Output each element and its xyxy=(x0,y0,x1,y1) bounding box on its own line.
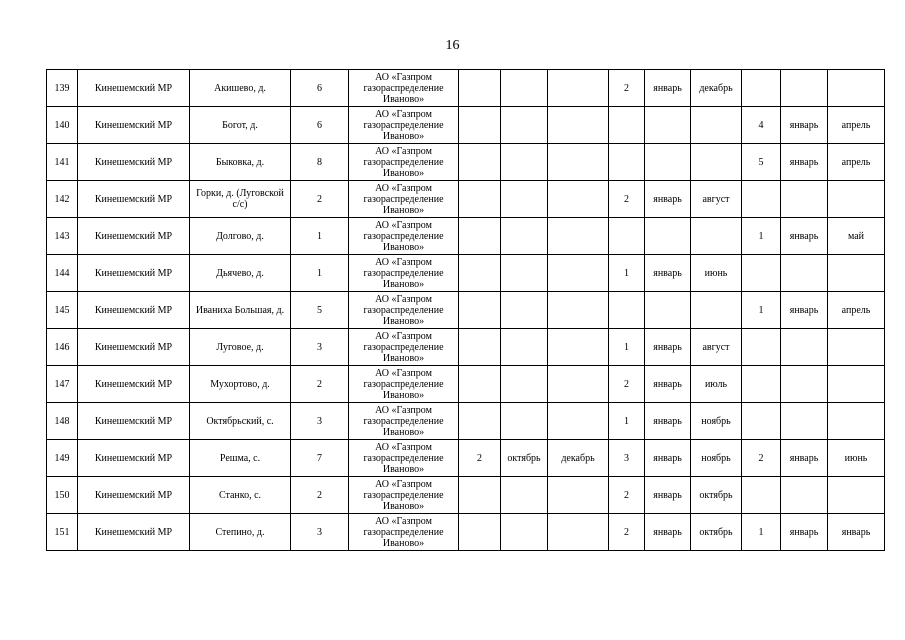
count-cell: 8 xyxy=(291,144,349,181)
settlement-cell: Богот, д. xyxy=(190,107,291,144)
period1-end-cell xyxy=(548,403,609,440)
period2-end-cell: декабрь xyxy=(691,70,742,107)
period3-end-cell xyxy=(828,70,885,107)
period3-end-cell: апрель xyxy=(828,144,885,181)
count-cell: 5 xyxy=(291,292,349,329)
period2-start-cell xyxy=(645,144,691,181)
period1-count-cell xyxy=(459,514,501,551)
row-number-cell: 140 xyxy=(47,107,78,144)
row-number-cell: 148 xyxy=(47,403,78,440)
organization-cell: АО «Газпром газораспределение Иваново» xyxy=(349,292,459,329)
period3-end-cell xyxy=(828,329,885,366)
period2-end-cell: ноябрь xyxy=(691,403,742,440)
period3-end-cell xyxy=(828,403,885,440)
period3-count-cell: 2 xyxy=(742,440,781,477)
period1-count-cell xyxy=(459,366,501,403)
period2-end-cell: ноябрь xyxy=(691,440,742,477)
period3-start-cell: январь xyxy=(781,292,828,329)
period1-end-cell xyxy=(548,181,609,218)
period1-end-cell: декабрь xyxy=(548,440,609,477)
count-cell: 2 xyxy=(291,366,349,403)
table-row xyxy=(47,329,885,366)
organization-cell: АО «Газпром газораспределение Иваново» xyxy=(349,366,459,403)
period3-end-cell: апрель xyxy=(828,107,885,144)
organization-cell: АО «Газпром газораспределение Иваново» xyxy=(349,329,459,366)
period3-start-cell xyxy=(781,181,828,218)
period3-end-cell: май xyxy=(828,218,885,255)
period3-count-cell: 5 xyxy=(742,144,781,181)
period1-start-cell xyxy=(501,366,548,403)
period1-count-cell xyxy=(459,218,501,255)
count-cell: 2 xyxy=(291,477,349,514)
period2-start-cell xyxy=(645,292,691,329)
row-number-cell: 145 xyxy=(47,292,78,329)
period2-count-cell: 1 xyxy=(609,255,645,292)
period3-end-cell xyxy=(828,255,885,292)
row-number-cell: 142 xyxy=(47,181,78,218)
district-cell: Кинешемский МР xyxy=(78,70,190,107)
settlement-cell: Иваниха Большая, д. xyxy=(190,292,291,329)
period2-count-cell xyxy=(609,107,645,144)
table-row xyxy=(47,440,885,477)
settlement-cell: Акишево, д. xyxy=(190,70,291,107)
row-number-cell: 139 xyxy=(47,70,78,107)
table-row xyxy=(47,255,885,292)
period1-start-cell xyxy=(501,218,548,255)
period3-count-cell: 1 xyxy=(742,292,781,329)
gasification-schedule-table xyxy=(46,69,885,551)
settlement-cell: Долгово, д. xyxy=(190,218,291,255)
period1-count-cell xyxy=(459,107,501,144)
period3-end-cell xyxy=(828,366,885,403)
count-cell: 2 xyxy=(291,181,349,218)
count-cell: 3 xyxy=(291,514,349,551)
period2-end-cell: октябрь xyxy=(691,514,742,551)
period3-start-cell xyxy=(781,329,828,366)
count-cell: 6 xyxy=(291,70,349,107)
period3-count-cell: 1 xyxy=(742,218,781,255)
organization-cell: АО «Газпром газораспределение Иваново» xyxy=(349,144,459,181)
count-cell: 3 xyxy=(291,329,349,366)
period3-start-cell xyxy=(781,403,828,440)
period2-count-cell: 2 xyxy=(609,477,645,514)
period2-count-cell: 1 xyxy=(609,403,645,440)
period3-start-cell: январь xyxy=(781,440,828,477)
row-number-cell: 146 xyxy=(47,329,78,366)
settlement-cell: Горки, д. (Луговской с/с) xyxy=(190,181,291,218)
period2-start-cell: январь xyxy=(645,70,691,107)
district-cell: Кинешемский МР xyxy=(78,329,190,366)
period1-start-cell xyxy=(501,329,548,366)
period3-end-cell: январь xyxy=(828,514,885,551)
period3-count-cell xyxy=(742,181,781,218)
organization-cell: АО «Газпром газораспределение Иваново» xyxy=(349,70,459,107)
period1-end-cell xyxy=(548,70,609,107)
count-cell: 6 xyxy=(291,107,349,144)
organization-cell: АО «Газпром газораспределение Иваново» xyxy=(349,514,459,551)
district-cell: Кинешемский МР xyxy=(78,144,190,181)
district-cell: Кинешемский МР xyxy=(78,514,190,551)
district-cell: Кинешемский МР xyxy=(78,107,190,144)
district-cell: Кинешемский МР xyxy=(78,218,190,255)
period2-start-cell: январь xyxy=(645,403,691,440)
settlement-cell: Луговое, д. xyxy=(190,329,291,366)
table-row xyxy=(47,107,885,144)
period2-end-cell: август xyxy=(691,329,742,366)
period2-end-cell xyxy=(691,107,742,144)
period2-start-cell: январь xyxy=(645,255,691,292)
table-row xyxy=(47,477,885,514)
period3-count-cell: 4 xyxy=(742,107,781,144)
table-row xyxy=(47,514,885,551)
settlement-cell: Решма, с. xyxy=(190,440,291,477)
period2-end-cell xyxy=(691,144,742,181)
period3-count-cell xyxy=(742,70,781,107)
organization-cell: АО «Газпром газораспределение Иваново» xyxy=(349,218,459,255)
period3-start-cell xyxy=(781,255,828,292)
organization-cell: АО «Газпром газораспределение Иваново» xyxy=(349,477,459,514)
period3-start-cell: январь xyxy=(781,107,828,144)
period2-count-cell: 3 xyxy=(609,440,645,477)
period3-start-cell xyxy=(781,70,828,107)
table-row xyxy=(47,403,885,440)
period2-end-cell: октябрь xyxy=(691,477,742,514)
count-cell: 1 xyxy=(291,255,349,292)
period1-start-cell xyxy=(501,292,548,329)
district-cell: Кинешемский МР xyxy=(78,366,190,403)
period3-start-cell xyxy=(781,366,828,403)
period2-count-cell: 2 xyxy=(609,70,645,107)
district-cell: Кинешемский МР xyxy=(78,477,190,514)
period1-end-cell xyxy=(548,329,609,366)
period1-count-cell xyxy=(459,255,501,292)
table-row xyxy=(47,292,885,329)
period1-start-cell: октябрь xyxy=(501,440,548,477)
organization-cell: АО «Газпром газораспределение Иваново» xyxy=(349,440,459,477)
period3-end-cell: июнь xyxy=(828,440,885,477)
period3-count-cell xyxy=(742,329,781,366)
settlement-cell: Станко, с. xyxy=(190,477,291,514)
row-number-cell: 149 xyxy=(47,440,78,477)
period3-start-cell: январь xyxy=(781,218,828,255)
period3-end-cell xyxy=(828,477,885,514)
settlement-cell: Степино, д. xyxy=(190,514,291,551)
row-number-cell: 150 xyxy=(47,477,78,514)
period1-start-cell xyxy=(501,181,548,218)
period2-count-cell: 2 xyxy=(609,366,645,403)
row-number-cell: 151 xyxy=(47,514,78,551)
period1-start-cell xyxy=(501,255,548,292)
period3-count-cell xyxy=(742,403,781,440)
district-cell: Кинешемский МР xyxy=(78,181,190,218)
period3-end-cell: апрель xyxy=(828,292,885,329)
period3-end-cell xyxy=(828,181,885,218)
period2-end-cell: июнь xyxy=(691,255,742,292)
district-cell: Кинешемский МР xyxy=(78,292,190,329)
period1-start-cell xyxy=(501,477,548,514)
period1-start-cell xyxy=(501,144,548,181)
table-row xyxy=(47,218,885,255)
period1-end-cell xyxy=(548,477,609,514)
count-cell: 3 xyxy=(291,403,349,440)
period2-count-cell xyxy=(609,218,645,255)
organization-cell: АО «Газпром газораспределение Иваново» xyxy=(349,403,459,440)
period1-end-cell xyxy=(548,255,609,292)
period1-count-cell xyxy=(459,144,501,181)
period3-start-cell: январь xyxy=(781,144,828,181)
period2-end-cell xyxy=(691,218,742,255)
period1-end-cell xyxy=(548,514,609,551)
period1-end-cell xyxy=(548,144,609,181)
period1-count-cell xyxy=(459,181,501,218)
period1-start-cell xyxy=(501,514,548,551)
district-cell: Кинешемский МР xyxy=(78,440,190,477)
period2-count-cell: 2 xyxy=(609,181,645,218)
period3-start-cell: январь xyxy=(781,514,828,551)
table-row xyxy=(47,70,885,107)
period2-end-cell: июль xyxy=(691,366,742,403)
period2-start-cell: январь xyxy=(645,477,691,514)
period2-start-cell: январь xyxy=(645,440,691,477)
row-number-cell: 143 xyxy=(47,218,78,255)
period2-start-cell: январь xyxy=(645,514,691,551)
table-body xyxy=(47,70,885,551)
period1-end-cell xyxy=(548,292,609,329)
period2-end-cell xyxy=(691,292,742,329)
period1-count-cell xyxy=(459,403,501,440)
settlement-cell: Мухортово, д. xyxy=(190,366,291,403)
table-row xyxy=(47,144,885,181)
period2-start-cell: январь xyxy=(645,181,691,218)
period1-start-cell xyxy=(501,107,548,144)
row-number-cell: 144 xyxy=(47,255,78,292)
period2-count-cell xyxy=(609,292,645,329)
period3-count-cell xyxy=(742,477,781,514)
period1-end-cell xyxy=(548,107,609,144)
row-number-cell: 147 xyxy=(47,366,78,403)
organization-cell: АО «Газпром газораспределение Иваново» xyxy=(349,107,459,144)
period2-end-cell: август xyxy=(691,181,742,218)
period1-count-cell xyxy=(459,292,501,329)
district-cell: Кинешемский МР xyxy=(78,255,190,292)
row-number-cell: 141 xyxy=(47,144,78,181)
period1-count-cell xyxy=(459,70,501,107)
period1-start-cell xyxy=(501,403,548,440)
period2-count-cell: 2 xyxy=(609,514,645,551)
period2-start-cell xyxy=(645,107,691,144)
period1-count-cell xyxy=(459,329,501,366)
period3-start-cell xyxy=(781,477,828,514)
page-number: 16 xyxy=(445,38,460,53)
period2-start-cell: январь xyxy=(645,329,691,366)
district-cell: Кинешемский МР xyxy=(78,403,190,440)
period1-start-cell xyxy=(501,70,548,107)
table-row xyxy=(47,366,885,403)
period1-end-cell xyxy=(548,366,609,403)
period3-count-cell: 1 xyxy=(742,514,781,551)
period1-end-cell xyxy=(548,218,609,255)
count-cell: 7 xyxy=(291,440,349,477)
settlement-cell: Быковка, д. xyxy=(190,144,291,181)
period3-count-cell xyxy=(742,366,781,403)
organization-cell: АО «Газпром газораспределение Иваново» xyxy=(349,181,459,218)
period2-start-cell: январь xyxy=(645,366,691,403)
table-row xyxy=(47,181,885,218)
period2-count-cell xyxy=(609,144,645,181)
period1-count-cell: 2 xyxy=(459,440,501,477)
settlement-cell: Октябрьский, с. xyxy=(190,403,291,440)
period2-start-cell xyxy=(645,218,691,255)
period1-count-cell xyxy=(459,477,501,514)
period3-count-cell xyxy=(742,255,781,292)
period2-count-cell: 1 xyxy=(609,329,645,366)
settlement-cell: Дьячево, д. xyxy=(190,255,291,292)
count-cell: 1 xyxy=(291,218,349,255)
organization-cell: АО «Газпром газораспределение Иваново» xyxy=(349,255,459,292)
